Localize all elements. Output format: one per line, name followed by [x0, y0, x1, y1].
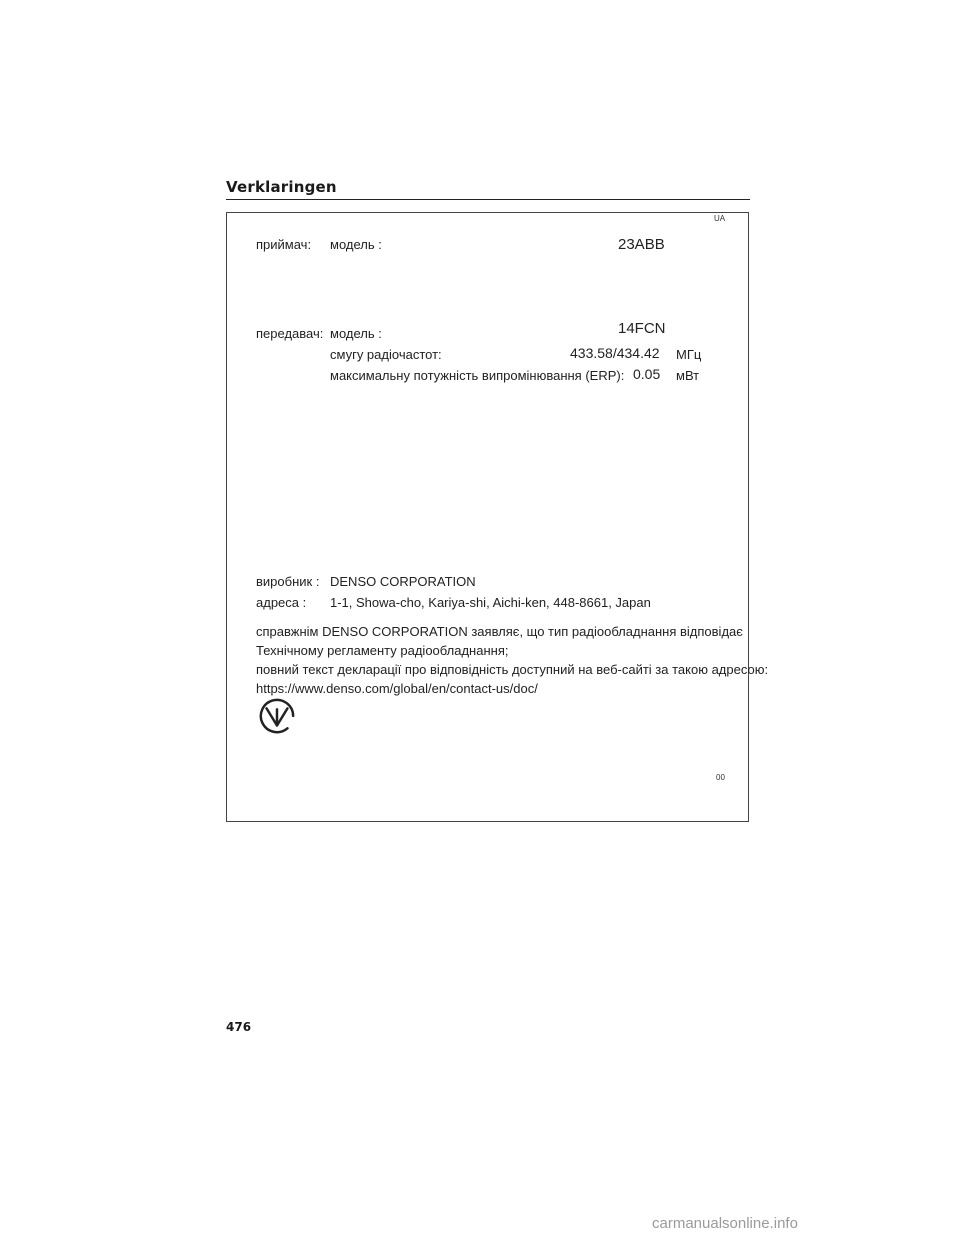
section-title: Verklaringen — [226, 178, 337, 196]
frequency-value: 433.58/434.42 — [570, 345, 660, 361]
document-code: 00 — [716, 773, 725, 782]
transmitter-label: передавач: — [256, 326, 324, 341]
power-label: максимальну потужність випромінювання (ERP): — [330, 368, 625, 383]
statement-line: повний текст декларації про відповідність доступний на веб-сайті за такою адресою: — [256, 662, 769, 677]
page-number: 476 — [226, 1020, 252, 1034]
region-code: UA — [714, 214, 726, 223]
statement-line: справжнім DENSO CORPORATION заявляє, що тип радіообладнання відповідає — [256, 624, 743, 639]
declaration-frame — [226, 212, 749, 822]
transmitter-model-value: 14FCN — [618, 320, 666, 337]
frequency-label: смугу радіочастот: — [330, 347, 442, 362]
statement-line: Технічному регламенту радіообладнання; — [256, 643, 509, 658]
manufacturer-value: DENSO CORPORATION — [330, 574, 476, 589]
address-value: 1-1, Showa-cho, Kariya-shi, Aichi-ken, 448-8661, Japan — [330, 595, 651, 610]
address-label: адреса : — [256, 595, 307, 610]
power-unit: мВт — [676, 368, 700, 383]
declaration-url: https://www.denso.com/global/en/contact-us/doc/ — [256, 681, 538, 696]
transmitter-model-label: модель : — [330, 326, 382, 341]
receiver-label: приймач: — [256, 237, 312, 252]
receiver-model-value: 23ABB — [618, 236, 665, 253]
receiver-model-label: модель : — [330, 237, 382, 252]
site-watermark: carmanualsonline.info — [652, 1215, 798, 1232]
manufacturer-label: виробник : — [256, 574, 320, 589]
ukrainian-conformity-mark-icon — [258, 697, 296, 735]
frequency-unit: МГц — [676, 347, 702, 362]
power-value: 0.05 — [633, 366, 661, 382]
title-divider — [226, 199, 750, 200]
